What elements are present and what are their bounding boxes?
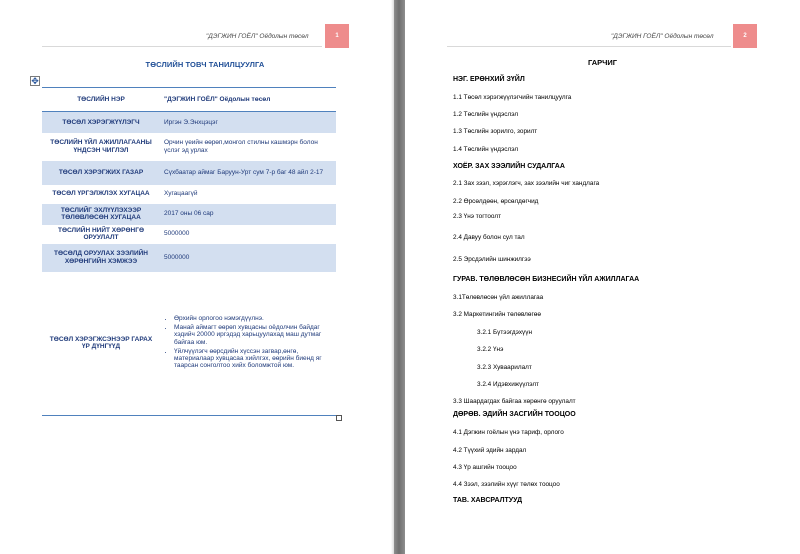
row-value: Орчин үеийн өөрөп,монгол стилны кашмэрн болон үслэг эд урлах [164,139,318,154]
toc-section-heading[interactable]: ХОЁР. ЗАХ ЗЭЭЛИЙН СУДАЛГАА [453,163,565,170]
list-item: • Үйлчүүлэгч өөрсдийн хүссэн загвар,өнгө, материалаар хувцасаа хийлгэх, өөрийн биенд яг таарсан сонголтоо хийх боломжтой юм. [174,348,332,370]
row-key: ТӨСӨЛ ХЭРЭГЖҮҮЛЭГЧ [42,112,160,133]
page-2 [405,0,800,554]
row-value: 5000000 [164,230,190,238]
doc-title: ТӨСЛИЙН ТОВЧ ТАНИЛЦУУЛГА [145,60,265,69]
row-key: ТӨСЛИЙГ ЭХЛҮҮЛЭХЭЭР ТӨЛӨВЛӨСӨН ХУГАЦАА [42,204,160,225]
summary-table [42,87,336,416]
toc-section-heading[interactable]: НЭГ. ЕРӨНХИЙ ЗҮЙЛ [453,76,525,83]
results-value [160,272,336,416]
toc-entry[interactable]: 2.3 Үнэ тогтоолт [453,213,501,220]
toc-entry[interactable]: 2.4 Давуу болон сул тал [453,234,525,241]
toc-entry[interactable]: 3.2.4 Идэвхижүүлэлт [477,381,539,388]
table-header-value: "ДЭГЖИН ГОЁЛ" Оёдолын төсөл [160,88,336,112]
table-row [42,112,336,133]
toc-entry[interactable]: 4.3 Үр ашгийн тооцоо [453,464,517,471]
row-key: ТӨСЛИЙН ҮЙЛ АЖИЛЛАГААНЫ ҮНДСЭН ЧИГЛЭЛ [50,139,152,154]
row-key: ТӨСЛИЙН НИЙТ ХӨРӨНГӨ ОРУУЛАЛТ [58,226,144,241]
list-item: • Өрхийн орлогоо нэмэгдүүлнэ. [174,315,332,322]
page-number-badge: 1 [325,24,349,48]
table-move-handle-icon[interactable]: ✥ [31,76,39,86]
table-header-key: ТӨСЛИЙН НЭР [42,88,160,112]
table-resize-handle[interactable] [336,415,342,421]
row-key: ТӨСӨЛ ҮРГЭЛЖЛЭХ ХУГАЦАА [52,190,150,198]
table-row-results [42,272,336,416]
toc-entry[interactable]: 2.5 Эрсдэлийн шинжилгээ [453,256,531,263]
row-key: ТӨСӨЛ ХЭРЭГЖИХ ГАЗАР [42,161,160,185]
toc-entry[interactable]: 3.2 Маркетингийн төлөвлөгөө [453,311,541,318]
page-1 [0,0,394,554]
toc-entry[interactable]: 4.1 Дэгжин гоёлын үнэ тариф, орлого [453,429,564,436]
toc-entry[interactable]: 2.1 Зах зээл, хэрэглэгч, зах зээлийн чиг хандлага [453,180,600,187]
header-text: "ДЭГЖИН ГОЁЛ" Оёдолын төсөл [206,33,309,40]
toc-entry[interactable]: 3.2.2 Үнэ [477,346,504,353]
table-row [42,244,336,272]
toc-entry[interactable]: 1.2 Төслийн үндэслэл [453,111,519,118]
table-row [42,204,336,225]
list-item: • Манай аймагт өөрөп хувцасны оёдолчин байдаг хэдийч 20000 иргэдэд харьцуулахад маш дутмаг байгаа юм. [174,324,332,346]
row-value: 2017 оны 06 сар [160,204,336,225]
toc-entry[interactable]: 4.2 Түүхий эдийн зардал [453,447,527,454]
toc-section-heading[interactable]: ДӨРӨВ. ЭДИЙН ЗАСГИЙН ТООЦОО [453,411,576,418]
toc-title: ГАРЧИГ [587,58,618,67]
toc-entry[interactable]: 1.4 Төслийн үндэслэл [453,146,519,153]
toc-section-heading[interactable]: ГУРАВ. ТӨЛӨВЛӨСӨН БИЗНЕСИЙН ҮЙЛ АЖИЛЛАГАА [453,276,640,283]
page-gutter [394,0,405,554]
toc-entry[interactable]: 2.2 Өрсөлдөөн, өрсөлдөгчид [453,198,539,205]
table-row [42,185,336,204]
toc-entry[interactable]: 3.3 Шаардагдах байгаа хөрөнгө оруулалт [453,398,576,405]
toc-entry[interactable]: 4.4 Зээл, зээлийн хүүг төлөх тооцоо [453,481,560,488]
toc-section-heading[interactable]: ТАВ. ХАВСРАЛТУУД [453,497,523,504]
header-rule [447,46,731,47]
results-list [164,315,332,369]
row-value: Сүхбаатар аймаг Баруун-Урт сум 7-р баг 48 айл 2-17 [160,161,336,185]
page-number-badge: 2 [733,24,757,48]
results-key: ТӨСӨЛ ХЭРЭГЖСЭНЭЭР ГАРАХ ҮР ДҮНГҮҮД [42,272,160,416]
row-value: 5000000 [160,244,336,272]
header-text: "ДЭГЖИН ГОЁЛ" Оёдолын төсөл [611,33,714,40]
toc-entry[interactable]: 1.3 Төслийн зорилго, зорилт [453,128,538,135]
table-row [42,225,336,244]
toc-entry[interactable]: 1.1 Төсөл хэрэгжүүлэгчийн танилцуулга [453,94,572,101]
table-row [42,161,336,185]
toc-entry[interactable]: 3.2.3 Хуваарилалт [477,364,532,371]
row-value: Иргэн Э.Энхцэцэг [160,112,336,133]
toc-entry[interactable]: 3.2.1 Бүтээгдэхүүн [477,329,532,336]
row-value: Хугацаагүй [164,190,198,198]
table-row [42,133,336,161]
toc-entry[interactable]: 3.1Төлөвлөсөн үйл ажиллагаа [453,294,544,301]
header-rule [42,46,322,47]
row-key: ТӨСӨЛД ОРУУЛАХ ЗЭЭЛИЙН ХӨРӨНГИЙН ХЭМЖЭЭ [42,244,160,272]
